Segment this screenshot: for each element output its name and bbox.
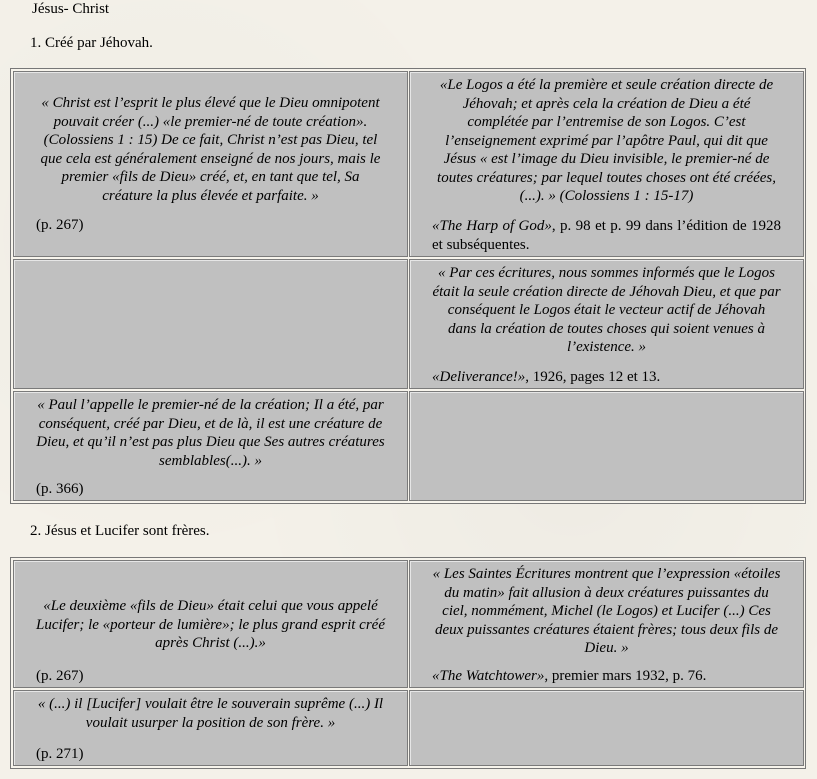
source-details: , 1926, pages 12 et 13. (525, 368, 661, 385)
quote-cell (409, 71, 804, 257)
quote-reference: (p. 366) (36, 480, 84, 497)
page-title: Jésus- Christ (32, 1, 110, 17)
quote-text: «Le Logos a été la première et seule création directe de Jéhovah; et après cela la création de Dieu a été complétée par l’entremise de son Logos. C’est l’enseignement exprimé par l’apôtre Paul, qui dit que Jésus « est l’image du Dieu invisible, le premier-né de toutes créatures; par lequel toutes choses ont été créées, (...). » (Colossiens 1 : 15-17) (437, 77, 776, 204)
quote-reference (432, 217, 781, 254)
quote-cell (13, 71, 408, 257)
section-heading-2: 2. Jésus et Lucifer sont frères. (30, 523, 210, 539)
source-details: , p. 98 et p. 99 dans l’édition de 1928 et subséquentes. (432, 218, 782, 253)
quote-reference (432, 368, 781, 387)
quote-cell (13, 391, 408, 501)
quote-reference: (p. 267) (36, 216, 84, 233)
quote-text: «Le deuxième «fils de Dieu» était celui que vous appelé Lucifer; le «porteur de lumière»; le plus grand esprit créé après Christ (...).» (36, 598, 385, 651)
quote-cell (409, 560, 804, 688)
quote-reference: (p. 271) (36, 745, 84, 762)
quote-cell (13, 560, 408, 688)
quote-table-2 (10, 557, 806, 769)
source-title: «The Watchtower» (432, 667, 545, 684)
quote-cell (409, 259, 804, 389)
source-title: «Deliverance!» (432, 368, 526, 385)
empty-cell (409, 391, 804, 501)
quote-text: « Par ces écritures, nous sommes informés que le Logos était la seule création directe de Jéhovah Dieu, et que par conséquent le Logos était le vecteur actif de Jéhovah dans la création de toutes choses qui soient venues à l’existence. » (432, 265, 781, 355)
empty-cell (409, 690, 804, 766)
quote-text: « Paul l’appelle le premier-né de la création; Il a été, par conséquent, créé par Dieu, et de là, il est une créature de Dieu, et qu’il n’est pas plus Dieu que Ses autres créatures semblables(...). » (36, 397, 385, 469)
source-details: , premier mars 1932, p. 76. (544, 667, 707, 684)
quote-text: « Les Saintes Écritures montrent que l’expression «étoiles du matin» fait allusion à deux créatures puissantes du ciel, nommément, Michel (le Logos) et Lucifer (...) Ces deux puissantes créatures étaient frères; tous deux fils de Dieu. » (432, 566, 781, 656)
source-title: «The Harp of God» (432, 218, 552, 234)
quote-reference: (p. 267) (36, 667, 84, 684)
quote-text: « (...) il [Lucifer] voulait être le souverain suprême (...) Il voulait usurper la position de son frère. » (37, 696, 384, 731)
section-heading-1: 1. Créé par Jéhovah. (30, 35, 153, 51)
empty-cell (13, 259, 408, 389)
quote-text: « Christ est l’esprit le plus élevé que le Dieu omnipotent pouvait créer (...) «le premier-né de toute création». (Colossiens 1 : 15) De ce fait, Christ n’est pas Dieu, tel que cela est généralement enseigné de nos jours, mais le premier «fils de Dieu» créé, et, en tant que tel, Sa créature la plus élevée et parfaite. » (40, 95, 381, 204)
quote-table-1 (10, 68, 806, 504)
quote-cell (13, 690, 408, 766)
quote-reference (432, 667, 781, 686)
